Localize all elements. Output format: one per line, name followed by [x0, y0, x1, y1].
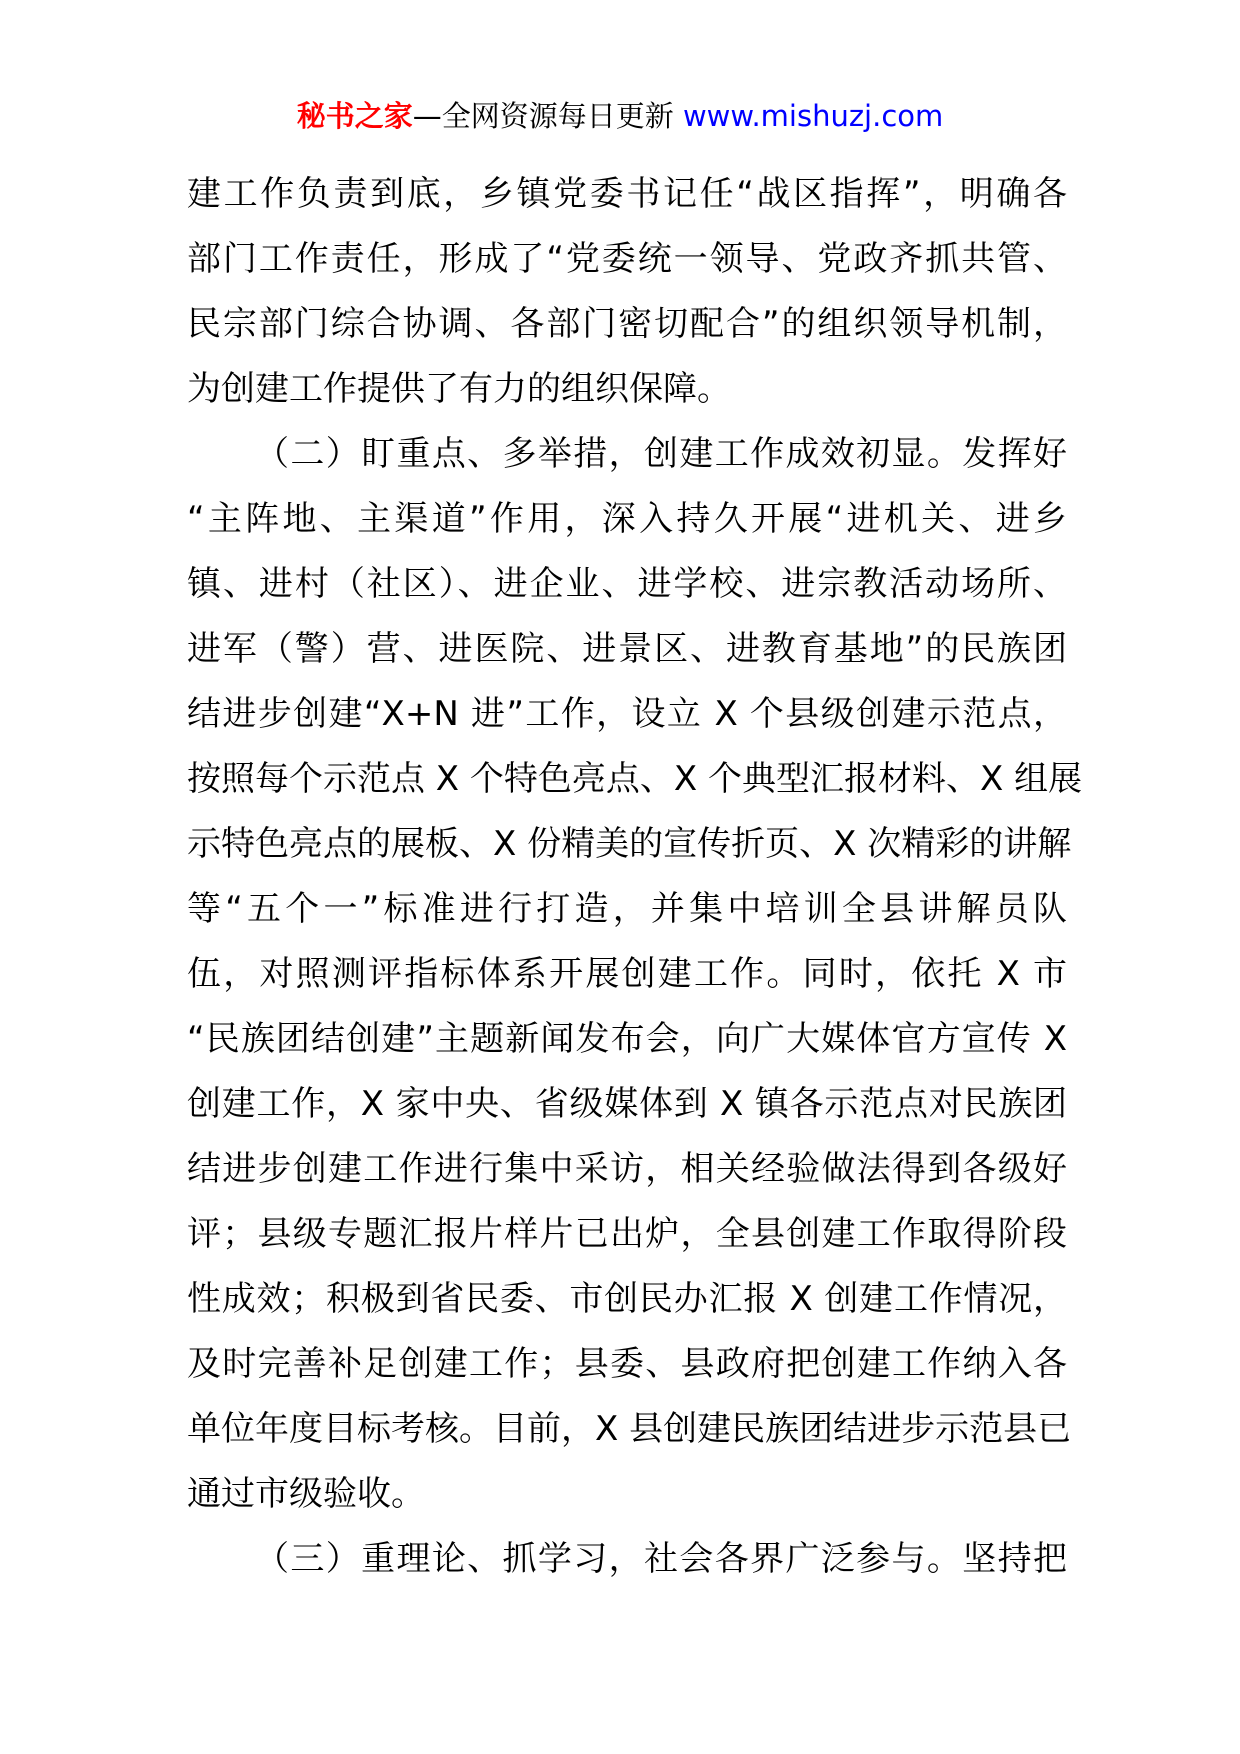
text-line: 性成效；积极到省民委、市创民办汇报 X 创建工作情况，: [187, 1279, 1067, 1319]
site-url-link[interactable]: www.mishuzj.com: [682, 99, 944, 133]
page-header: [0, 98, 1240, 134]
text-line: 等“五个一”标准进行打造，并集中培训全县讲解员队: [187, 889, 1067, 929]
document-body: [187, 162, 1083, 1592]
text-line: 建工作负责到底，乡镇党委书记任“战区指挥”，明确各: [187, 174, 1067, 214]
brand-name: 秘书之家: [296, 99, 413, 133]
section-heading-line: （二）盯重点、多举措，创建工作成效初显。发挥好: [255, 434, 1067, 474]
text-line: 伍，对照测评指标体系开展创建工作。同时，依托 X 市: [187, 954, 1067, 994]
text-line: 按照每个示范点 X 个特色亮点、X 个典型汇报材料、X 组展: [187, 759, 1083, 799]
text-line: “主阵地、主渠道”作用，深入持久开展“进机关、进乡: [187, 499, 1067, 539]
text-line: 及时完善补足创建工作；县委、县政府把创建工作纳入各: [187, 1344, 1067, 1384]
text-line: 示特色亮点的展板、X 份精美的宣传折页、X 次精彩的讲解: [187, 824, 1072, 864]
text-line: 结进步创建工作进行集中采访，相关经验做法得到各级好: [187, 1149, 1067, 1189]
header-tagline: —全网资源每日更新: [412, 99, 674, 133]
text-line: 为创建工作提供了有力的组织保障。: [187, 369, 731, 409]
text-line: 镇、进村（社区）、进企业、进学校、进宗教活动场所、: [187, 564, 1067, 604]
text-line: 结进步创建“X+N 进”工作，设立 X 个县级创建示范点，: [187, 694, 1067, 734]
text-line: 民宗部门综合协调、各部门密切配合”的组织领导机制，: [187, 304, 1067, 344]
text-line: “民族团结创建”主题新闻发布会，向广大媒体官方宣传 X: [187, 1019, 1067, 1059]
text-line: 通过市级验收。: [187, 1474, 425, 1514]
text-line: 评；县级专题汇报片样片已出炉，全县创建工作取得阶段: [187, 1214, 1067, 1254]
text-line: 单位年度目标考核。目前，X 县创建民族团结进步示范县已: [187, 1409, 1072, 1449]
text-line: 进军（警）营、进医院、进景区、进教育基地”的民族团: [187, 629, 1067, 669]
section-heading-line: （三）重理论、抓学习，社会各界广泛参与。坚持把: [255, 1539, 1067, 1579]
text-line: 部门工作责任，形成了“党委统一领导、党政齐抓共管、: [187, 239, 1067, 279]
text-line: 创建工作，X 家中央、省级媒体到 X 镇各示范点对民族团: [187, 1084, 1067, 1124]
